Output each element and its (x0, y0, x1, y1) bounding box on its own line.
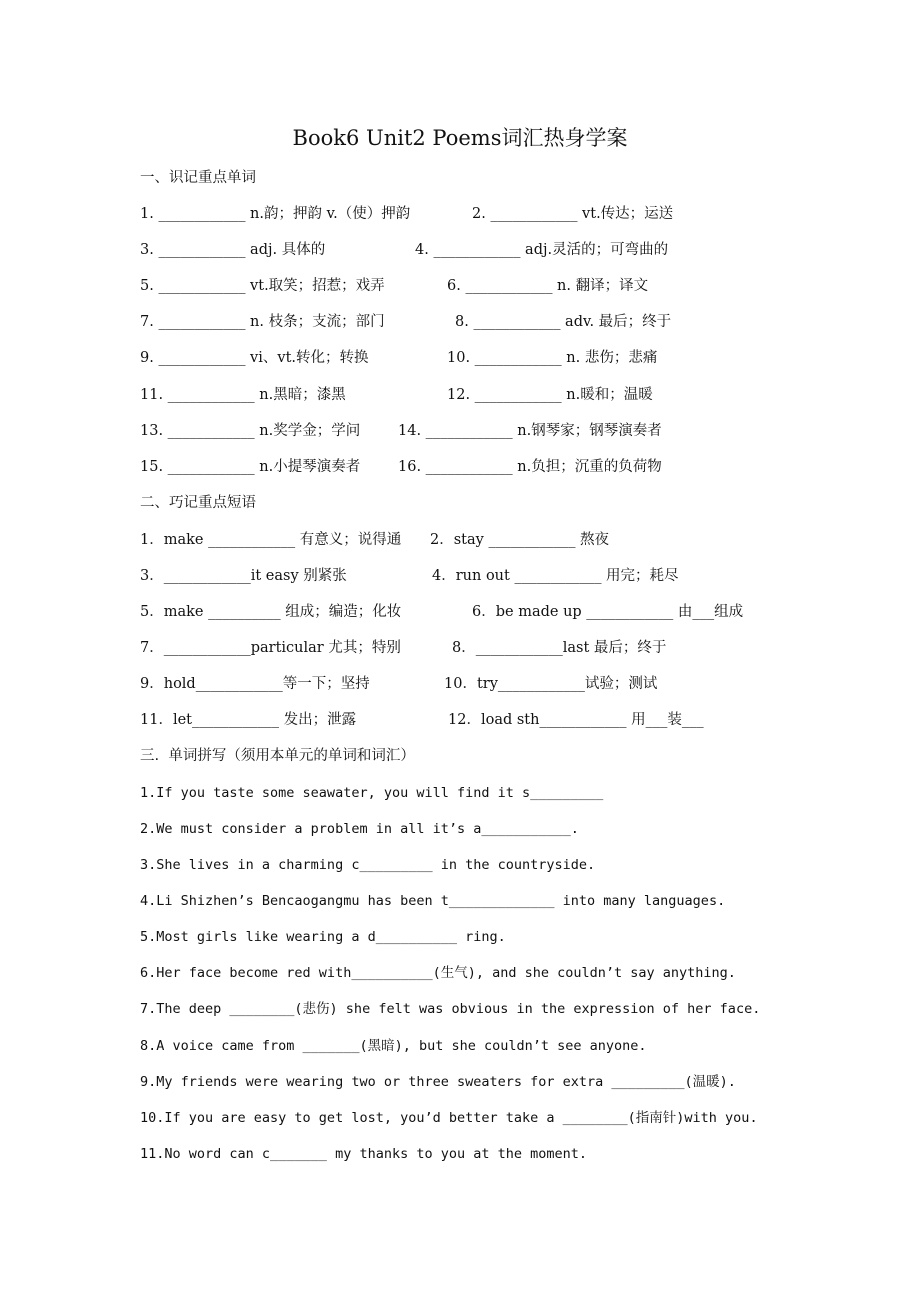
vocab-row-left: 3. ____________ adj. 具体的 (140, 242, 326, 258)
vocab-row-left: 9. ____________ vi、vt.转化；转换 (140, 350, 369, 366)
phrase-row-left: 7．____________particular 尤其；特别 (140, 640, 401, 656)
vocab-row-left: 13. ____________ n.奖学金；学问 (140, 423, 361, 439)
spelling-item: 8.A voice came from _______(黑暗), but she couldn’t see anyone. (140, 1038, 647, 1054)
spelling-item: 7.The deep ________(悲伤) she felt was obvious in the expression of her face. (140, 1001, 761, 1017)
vocab-row-right: 2. ____________ vt.传达；运送 (472, 206, 674, 222)
spelling-item: 1.If you taste some seawater, you will find it s_________ (140, 785, 604, 801)
vocab-row-right: 12. ____________ n.暖和；温暖 (447, 387, 653, 403)
phrase-row-right: 6．be made up ____________ 由___组成 (472, 604, 744, 620)
phrase-row-right: 8．____________last 最后；终于 (452, 640, 667, 656)
spelling-item: 10.If you are easy to get lost, you’d better take a ________(指南针)with you. (140, 1110, 758, 1126)
vocab-row-right: 14. ____________ n.钢琴家；钢琴演奏者 (398, 423, 662, 439)
vocab-row-right: 16. ____________ n.负担；沉重的负荷物 (398, 459, 662, 475)
vocab-row-right: 10. ____________ n. 悲伤；悲痛 (447, 350, 658, 366)
phrase-row-right: 2．stay ____________ 熬夜 (430, 532, 610, 548)
spelling-item: 3.She lives in a charming c_________ in the countryside. (140, 857, 596, 873)
phrase-row-left: 11．let____________ 发出；泄露 (140, 712, 357, 728)
vocab-row-left: 15. ____________ n.小提琴演奏者 (140, 459, 361, 475)
section1-heading: 一、识记重点单词 (140, 170, 256, 186)
spelling-item: 9.My friends were wearing two or three sweaters for extra _________(温暖). (140, 1074, 736, 1090)
vocab-row-left: 5. ____________ vt.取笑；招惹；戏弄 (140, 278, 385, 294)
vocab-row-left: 7. ____________ n. 枝条；支流；部门 (140, 314, 385, 330)
page-title: Book6 Unit2 Poems词汇热身学案 (292, 126, 628, 150)
spelling-item: 4.Li Shizhen’s Bencaogangmu has been t_____________ into many languages. (140, 893, 726, 909)
phrase-row-left: 5．make __________ 组成；编造；化妆 (140, 604, 402, 620)
vocab-row-right: 8. ____________ adv. 最后；终于 (455, 314, 672, 330)
spelling-item: 5.Most girls like wearing a d__________ ring. (140, 929, 506, 945)
vocab-row-right: 4. ____________ adj.灵活的；可弯曲的 (415, 242, 669, 258)
vocab-row-left: 11. ____________ n.黑暗；漆黑 (140, 387, 346, 403)
spelling-item: 2.We must consider a problem in all it’s a___________. (140, 821, 579, 837)
spelling-item: 6.Her face become red with__________(生气), and she couldn’t say anything. (140, 965, 736, 981)
phrase-row-right: 4．run out ____________ 用完；耗尽 (432, 568, 679, 584)
spelling-item: 11.No word can c_______ my thanks to you at the moment. (140, 1146, 588, 1162)
section3-heading: 三. 单词拼写（须用本单元的单词和词汇） (140, 748, 415, 764)
section2-heading: 二、巧记重点短语 (140, 495, 256, 511)
phrase-row-right: 10．try____________试验；测试 (444, 676, 658, 692)
phrase-row-left: 3．____________it easy 别紧张 (140, 568, 347, 584)
vocab-row-right: 6. ____________ n. 翻译；译文 (447, 278, 649, 294)
vocab-row-left: 1. ____________ n.韵；押韵 v.（使）押韵 (140, 206, 411, 222)
phrase-row-left: 9．hold____________等一下；坚持 (140, 676, 370, 692)
phrase-row-left: 1．make ____________ 有意义；说得通 (140, 532, 402, 548)
phrase-row-right: 12．load sth____________ 用___装___ (448, 712, 704, 728)
